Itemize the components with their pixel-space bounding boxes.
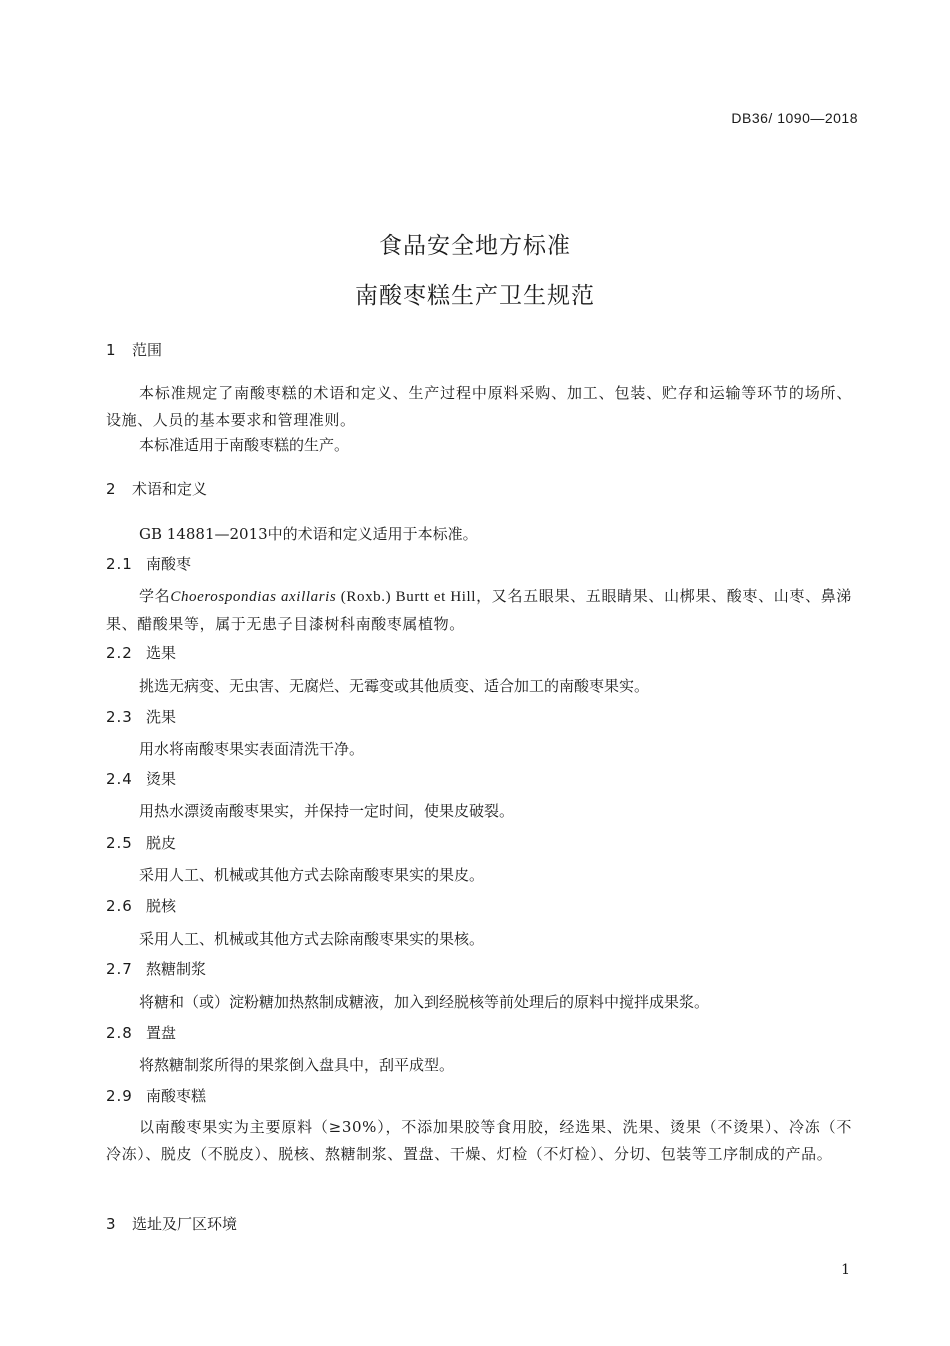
text-prefix: 学名 — [139, 587, 171, 605]
subsection-number: 2.3 — [106, 708, 133, 726]
subsection-2-8-heading — [106, 1022, 176, 1043]
subsection-title: 烫果 — [146, 770, 177, 788]
text-suffix: ，又名五眼果、五眼睛果、山梆果、酸枣、山枣、鼻涕果、醋酸果等，属于无患子目漆树科南酸枣属植物。 — [106, 587, 853, 633]
subsection-2-2-text: 挑选无病变、无虫害、无腐烂、无霉变或其他质变、适合加工的南酸枣果实。 — [139, 677, 650, 695]
subsection-2-3-text: 用水将南酸枣果实表面清洗干净。 — [139, 740, 365, 758]
subsection-title: 南酸枣 — [146, 555, 192, 573]
subsection-title: 南酸枣糕 — [146, 1087, 207, 1105]
subsection-2-4-heading — [106, 768, 176, 789]
section-number: 3 — [106, 1215, 116, 1233]
subsection-2-6-text: 采用人工、机械或其他方式去除南酸枣果实的果核。 — [139, 930, 485, 948]
subsection-2-5-heading — [106, 832, 176, 853]
section-number: 1 — [106, 341, 116, 359]
subsection-number: 2.1 — [106, 555, 133, 573]
subsection-title: 脱核 — [146, 897, 177, 915]
subsection-title: 脱皮 — [146, 834, 177, 852]
document-code: DB36/ 1090—2018 — [731, 110, 858, 126]
section-title: 选址及厂区环境 — [132, 1215, 238, 1233]
subsection-2-1-text — [106, 583, 852, 638]
subsection-2-3-heading — [106, 706, 176, 727]
section-2-heading — [106, 478, 207, 499]
document-title-line1: 食品安全地方标准 — [379, 233, 571, 259]
subsection-number: 2.4 — [106, 770, 133, 788]
subsection-2-4-text: 用热水漂烫南酸枣果实，并保持一定时间，使果皮破裂。 — [139, 802, 515, 820]
section-3-heading — [106, 1213, 237, 1234]
section-1-paragraph-2: 本标准适用于南酸枣糕的生产。 — [139, 436, 350, 454]
section-title: 术语和定义 — [132, 480, 208, 498]
subsection-2-7-text: 将糖和（或）淀粉糖加热熬制成糖液，加入到经脱核等前处理后的原料中搅拌成果浆。 — [139, 993, 710, 1011]
section-1-paragraph-1: 本标准规定了南酸枣糕的术语和定义、生产过程中原料采购、加工、包装、贮存和运输等环节的场所、设施、人员的基本要求和管理准则。 — [106, 384, 852, 429]
document-title-line2: 南酸枣糕生产卫生规范 — [355, 283, 595, 309]
subsection-number: 2.2 — [106, 644, 133, 662]
subsection-2-8-text: 将熬糖制浆所得的果浆倒入盘具中，刮平成型。 — [139, 1056, 455, 1074]
subsection-number: 2.5 — [106, 834, 133, 852]
subsection-title: 置盘 — [146, 1024, 177, 1042]
subsection-2-6-heading — [106, 895, 176, 916]
subsection-number: 2.6 — [106, 897, 133, 915]
scientific-name: Choerospondias axillaris — [170, 589, 337, 605]
subsection-number: 2.7 — [106, 960, 133, 978]
section-number: 2 — [106, 480, 116, 498]
section-2-intro: GB 14881—2013中的术语和定义适用于本标准。 — [139, 525, 478, 543]
subsection-2-9-text: 以南酸枣果实为主要原料（≥30%），不添加果胶等食用胶，经选果、洗果、烫果（不烫果）、冷冻（不冷冻）、脱皮（不脱皮）、脱核、熬糖制浆、置盘、干燥、灯检（不灯检）、分切、包装等工序制成的产品。 — [106, 1118, 852, 1163]
subsection-title: 洗果 — [146, 708, 177, 726]
subsection-2-7-heading — [106, 958, 206, 979]
subsection-title: 熬糖制浆 — [146, 960, 207, 978]
subsection-2-9-heading — [106, 1085, 206, 1106]
page-number: 1 — [841, 1262, 850, 1278]
subsection-number: 2.8 — [106, 1024, 133, 1042]
section-title: 范围 — [132, 341, 163, 359]
section-1-heading — [106, 339, 162, 360]
subsection-title: 选果 — [146, 644, 177, 662]
subsection-2-5-text: 采用人工、机械或其他方式去除南酸枣果实的果皮。 — [139, 866, 485, 884]
subsection-number: 2.9 — [106, 1087, 133, 1105]
subsection-2-2-heading — [106, 642, 176, 663]
subsection-2-1-heading — [106, 553, 191, 574]
scientific-authority: (Roxb.) Burtt et Hill — [336, 589, 477, 605]
